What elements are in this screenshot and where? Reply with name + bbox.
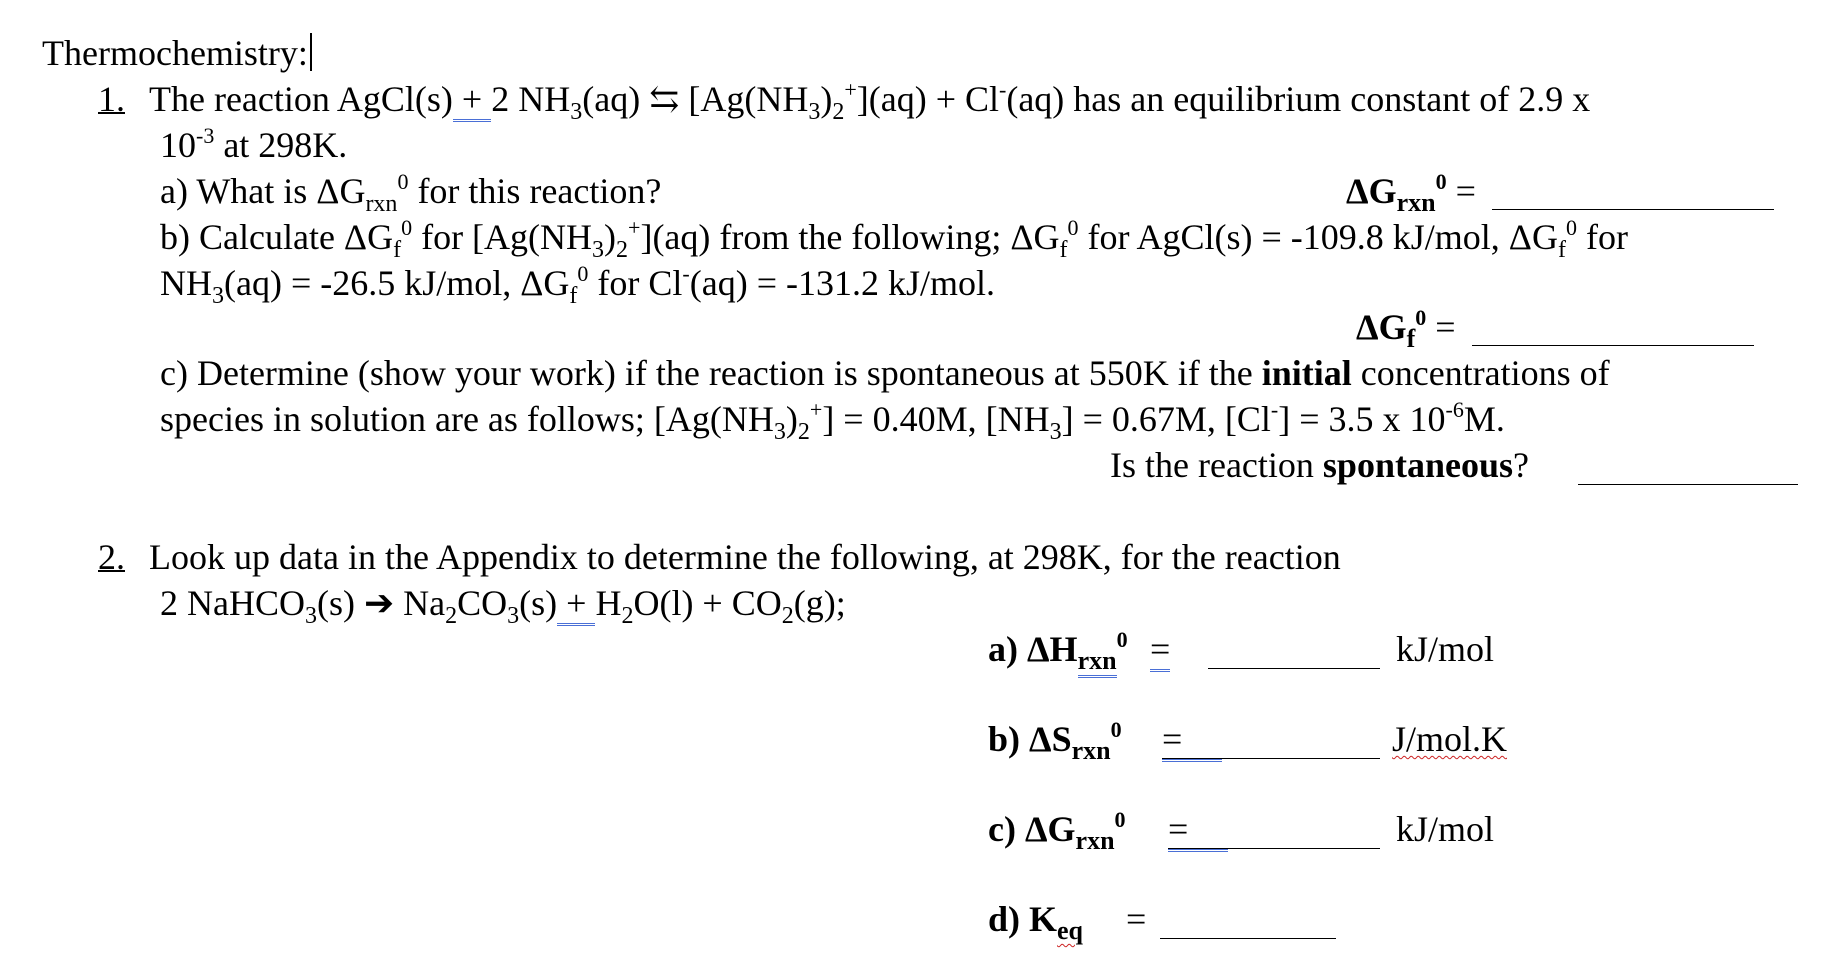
q1a-answer-label [1346, 170, 1476, 217]
q1b-sub: f [569, 283, 578, 309]
q1b-answer-blank[interactable] [1472, 345, 1754, 346]
q1-sup: -3 [196, 123, 215, 148]
q2a-unit [1396, 628, 1494, 670]
q1-text: (aq) has an equilibrium constant of 2.9 x [1006, 79, 1591, 119]
q1b-answer-label [1356, 306, 1456, 353]
q1b-sup: + [628, 215, 641, 240]
q1c-text: ] = 0.67M, [Cl [1061, 399, 1271, 439]
q2a-label-sup: 0 [1116, 627, 1128, 652]
q1b-sub: 2 [616, 237, 629, 263]
q1-sub: 2 [832, 99, 845, 125]
q1c-question-bold: spontaneous [1322, 445, 1513, 485]
q2-text: 2 NaHCO [160, 583, 305, 623]
q2c-eq [1168, 808, 1228, 850]
q1b-sup: 0 [1565, 215, 1577, 240]
q2c-unit [1396, 808, 1494, 850]
q2-text: Look up data in the Appendix to determine the following, at 298K, for the reaction [149, 537, 1341, 577]
q1-sub: 3 [808, 99, 821, 125]
q2a-label [988, 628, 1128, 675]
q2-line-2 [160, 582, 846, 629]
q1b-text: for Cl [588, 263, 683, 303]
q1c-text: ) [785, 399, 798, 439]
q1-text: 2 NH [491, 79, 571, 119]
q1b-text: for [1576, 217, 1628, 257]
q1-sub: 3 [570, 99, 583, 125]
q2-plus: + [557, 583, 595, 626]
text-cursor [310, 33, 312, 71]
q2b-label-text: b) ΔS [988, 719, 1072, 759]
q2d-answer-blank[interactable] [1160, 938, 1336, 939]
q1b-text: b) Calculate ΔG [160, 217, 394, 257]
q1b-text: (aq) = -26.5 kJ/mol, ΔG [224, 263, 570, 303]
page-heading [42, 32, 312, 74]
q1c-sup: - [1270, 397, 1279, 422]
q1a-answer-sup: 0 [1435, 169, 1447, 194]
q1a-sub: rxn [365, 191, 398, 217]
q1-text: (aq) ⇆ [Ag(NH [582, 79, 809, 119]
q2a-unit-text: kJ/mol [1396, 629, 1495, 669]
q2b-label [988, 718, 1122, 765]
q1b-sub: 3 [212, 283, 224, 309]
q2b-label-sub: rxn [1071, 736, 1111, 765]
q2c-label-text: c) ΔG [988, 809, 1076, 849]
q2c-label [988, 808, 1126, 855]
q1c-sub: 2 [797, 419, 810, 445]
q2-text: O(l) + CO [633, 583, 782, 623]
q2d-label [988, 898, 1083, 944]
q2-text: (s) [519, 583, 558, 623]
q1b-text: (aq) = -131.2 kJ/mol. [689, 263, 996, 303]
q1-text: at 298K. [214, 125, 348, 165]
q2c-unit-text: kJ/mol [1396, 809, 1495, 849]
q2d-eq-sign: = [1126, 899, 1147, 939]
q1a-answer-sub: rxn [1396, 188, 1436, 217]
q2c-label-sub: rxn [1075, 826, 1115, 855]
q1c-question-mark: ? [1512, 445, 1529, 485]
q1b-answer-eq: = [1426, 307, 1456, 347]
q1-line-1 [98, 78, 1590, 125]
q1b-sup: 0 [577, 261, 589, 286]
q1c-text: c) Determine (show your work) if the reaction is spontaneous at 550K if the [160, 353, 1262, 393]
q1b-sub: f [1059, 237, 1068, 263]
q1a-question [160, 170, 661, 217]
q2-sub: 3 [507, 603, 520, 629]
q2-sub: 2 [621, 603, 634, 629]
q1b-answer-sup: 0 [1415, 305, 1427, 330]
q2-text: H [595, 583, 622, 623]
q2d-label-sub: eq [1057, 916, 1084, 945]
q1c-text: concentrations of [1351, 353, 1610, 393]
q1c-answer-blank[interactable] [1578, 484, 1798, 485]
q1a-answer-eq: = [1446, 171, 1476, 211]
q1c-text: ] = 0.40M, [NH [822, 399, 1050, 439]
q2a-label-text: a) ΔH [988, 629, 1078, 669]
q1c-text: M. [1463, 399, 1505, 439]
q2c-eq-sign: = [1168, 809, 1228, 852]
q1a-text: for this reaction? [408, 171, 662, 211]
heading-text: Thermochemistry: [42, 33, 308, 73]
q2-text: (s) ➔ Na [316, 583, 446, 623]
q2d-label-text: d) K [988, 899, 1058, 939]
q2-text: (g); [793, 583, 846, 623]
q1-text: ](aq) + Cl [856, 79, 1000, 119]
q1b-sup: 0 [401, 215, 413, 240]
q1b-answer-sub: f [1406, 324, 1416, 353]
q2d-eq [1126, 898, 1146, 940]
q1a-text: a) What is ΔG [160, 171, 366, 211]
q1-sup: - [999, 77, 1007, 102]
q1b-text: for [Ag(NH [412, 217, 593, 257]
q1c-text: ] = 3.5 x 10 [1278, 399, 1446, 439]
q1-line-2 [160, 124, 347, 171]
q1b-sup: - [682, 261, 690, 286]
q2-sub: 3 [304, 603, 317, 629]
q1-plus: + [453, 79, 491, 122]
q2-text: CO [457, 583, 508, 623]
q1c-text: species in solution are as follows; [Ag(NH [160, 399, 774, 439]
q2-line-1 [98, 536, 1341, 578]
q2b-eq [1162, 718, 1222, 760]
q2b-label-sup: 0 [1110, 717, 1122, 742]
q1b-answer-text: ΔG [1356, 307, 1407, 347]
q1a-answer-text: ΔG [1346, 171, 1397, 211]
q2b-unit-text: J/mol.K [1392, 719, 1508, 759]
q1c-question-text: Is the reaction [1110, 445, 1323, 485]
q2b-answer-blank[interactable] [1162, 758, 1380, 759]
q1-text: The reaction AgCl(s) [149, 79, 453, 119]
q2-sub: 2 [781, 603, 794, 629]
q1-text: 10 [160, 125, 196, 165]
q1b-sup: 0 [1067, 215, 1079, 240]
q1b-sub: 3 [592, 237, 605, 263]
q1a-answer-blank[interactable] [1492, 209, 1774, 210]
q1a-sup: 0 [397, 169, 409, 194]
q2b-eq-sign: = [1162, 719, 1222, 762]
q1c-line-2 [160, 398, 1505, 445]
q1c-line-1 [160, 352, 1610, 394]
q2-number: 2. [98, 537, 125, 577]
q1-number: 1. [98, 79, 125, 119]
q2a-eq [1150, 628, 1170, 670]
q1b-line-1 [160, 216, 1628, 263]
q2a-eq-sign: = [1150, 629, 1170, 672]
q1c-sup: -6 [1445, 397, 1464, 422]
q1-text: ) [820, 79, 833, 119]
q1b-text: ) [604, 217, 617, 257]
q1b-line-2 [160, 262, 995, 309]
q2a-label-sub: rxn [1078, 646, 1117, 678]
q2a-answer-blank[interactable] [1208, 668, 1380, 669]
q2b-unit [1392, 718, 1507, 760]
q1c-question [1110, 444, 1529, 486]
q1b-sub: f [393, 237, 402, 263]
q1c-bold: initial [1261, 353, 1352, 393]
q2-sub: 2 [445, 603, 458, 629]
q1b-text: NH [160, 263, 212, 303]
q1c-sub: 3 [773, 419, 786, 445]
q1b-text: for AgCl(s) = -109.8 kJ/mol, ΔG [1078, 217, 1558, 257]
q1c-sub: 3 [1049, 419, 1062, 445]
q1c-sup: + [809, 397, 823, 422]
q1-sup: + [844, 77, 857, 102]
q2c-label-sup: 0 [1114, 807, 1126, 832]
q1b-sub: f [1557, 237, 1566, 263]
q1b-text: ](aq) from the following; ΔG [640, 217, 1060, 257]
q2c-answer-blank[interactable] [1168, 848, 1380, 849]
